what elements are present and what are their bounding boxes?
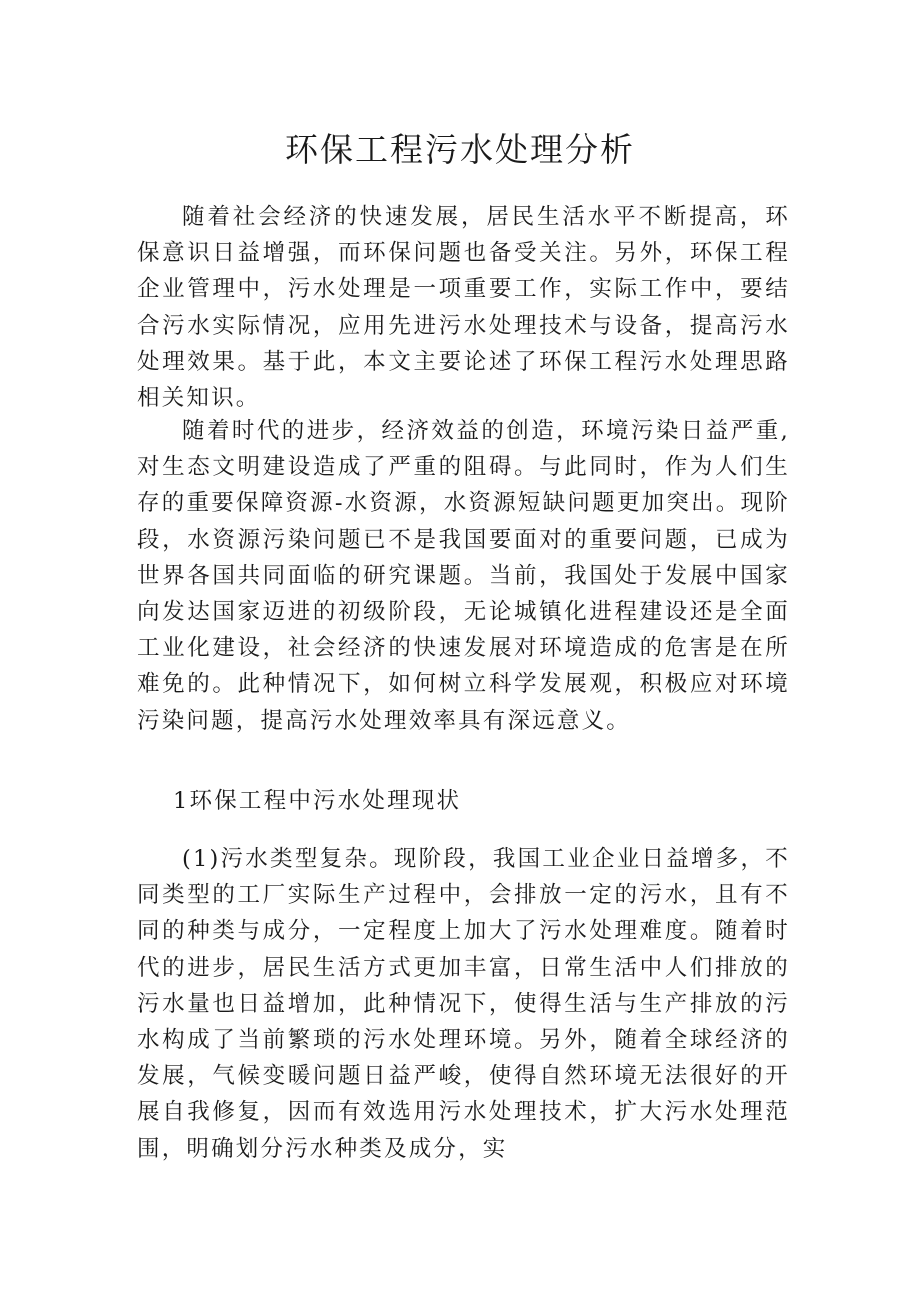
document-title: 环保工程污水处理分析: [285, 130, 635, 169]
item-1-paragraph: (1)污水类型复杂。现阶段，我国工业企业日益增多，不同类型的工厂实际生产过程中，会排放一定的污水，且有不同的种类与成分，一定程度上加大了污水处理难度。随着时代的进步，居民生活方式更加丰富，日常生活中人们排放的污水量也日益增加，此种情况下，使得生活与生产排放的污水构成了当前繁琐的污水处理环境。另外，随着全球经济的发展，气候变暖问题日益严峻，使得自然环境无法很好的开展自我修复，因而有效选用污水处理技术，扩大污水处理范围，明确划分污水种类及成分，实: [137, 846, 790, 1162]
section-heading: 1环保工程中污水处理现状: [173, 788, 462, 814]
background-paragraph: 随着时代的进步，经济效益的创造，环境污染日益严重,对生态文明建设造成了严重的阻碍。与此同时，作为人们生存的重要保障资源-水资源，水资源短缺问题更加突出。现阶段，水资源污染问题已不是我国要面对的重要问题，已成为世界各国共同面临的研究课题。当前，我国处于发展中国家向发达国家迈进的初级阶段，无论城镇化进程建设还是全面工业化建设，社会经济的快速发展对环境造成的危害是在所难免的。此种情况下，如何树立科学发展观，积极应对环境污染问题，提高污水处理效率具有深远意义。: [137, 418, 790, 734]
intro-paragraph: 随着社会经济的快速发展，居民生活水平不断提高，环保意识日益增强，而环保问题也备受关注。另外，环保工程企业管理中，污水处理是一项重要工作，实际工作中，要结合污水实际情况，应用先进污水处理技术与设备，提高污水处理效果。基于此，本文主要论述了环保工程污水处理思路相关知识。: [137, 204, 790, 412]
